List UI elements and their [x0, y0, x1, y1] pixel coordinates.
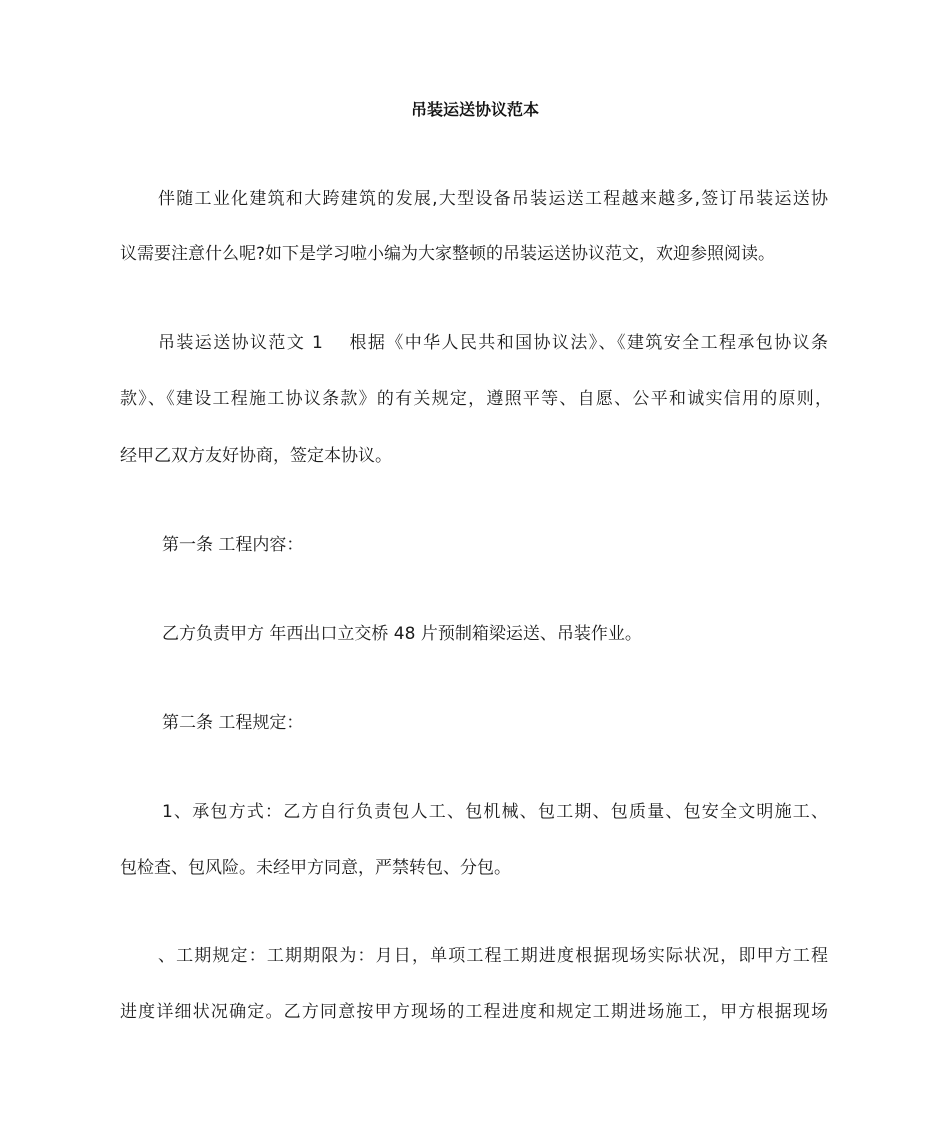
- item-2-line-1: 、工期规定：工期期限为：月日，单项工程工期进度根据现场实际状况，即甲方工程: [158, 946, 828, 966]
- article-2-heading: 第二条 工程规定：: [162, 713, 304, 733]
- item-2-line-2: 进度详细状况确定。乙方同意按甲方现场的工程进度和规定工期进场施工，甲方根据现场: [120, 1002, 828, 1022]
- paragraph-1-line-2: 议需要注意什么呢?如下是学习啦小编为大家整顿的吊装运送协议范文，欢迎参照阅读。: [120, 244, 776, 264]
- paragraph-2-line-2: 款》、《建设工程施工协议条款》的有关规定，遵照平等、自愿、公平和诚实信用的原则，: [120, 389, 832, 409]
- article-1-heading: 第一条 工程内容：: [162, 535, 304, 555]
- paragraph-1-line-1: 伴随工业化建筑和大跨建筑的发展,大型设备吊装运送工程越来越多,签订吊装运送协: [158, 189, 828, 209]
- article-1-content: 乙方负责甲方 年西出口立交桥 48 片预制箱梁运送、吊装作业。: [162, 624, 642, 644]
- paragraph-2-line-1: 吊装运送协议范文 1 根据《中华人民共和国协议法》、《建筑安全工程承包协议条: [158, 333, 828, 353]
- paragraph-2-line-3: 经甲乙双方友好协商，签定本协议。: [120, 446, 392, 466]
- document-title: 吊装运送协议范本: [410, 100, 539, 119]
- item-1-line-2: 包检查、包风险。未经甲方同意，严禁转包、分包。: [120, 858, 511, 878]
- item-1-line-1: 1、承包方式：乙方自行负责包人工、包机械、包工期、包质量、包安全文明施工、: [162, 802, 828, 822]
